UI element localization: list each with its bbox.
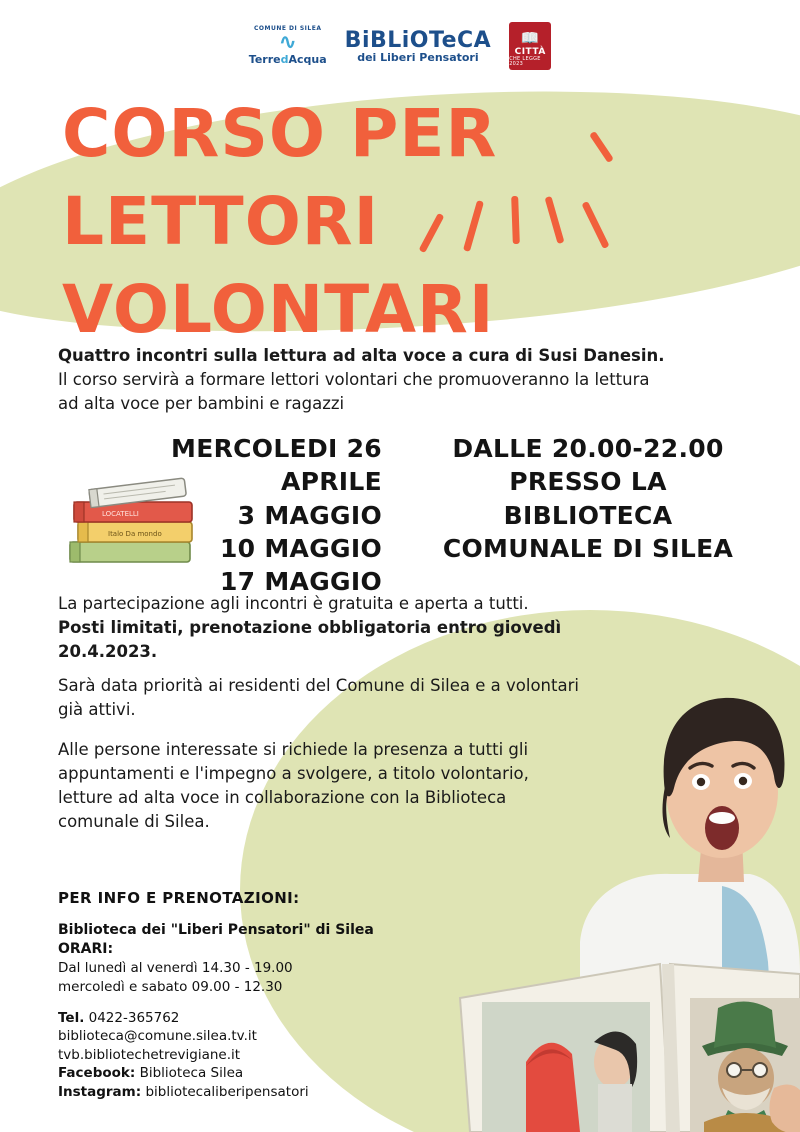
schedule-place-3: COMUNALE DI SILEA: [442, 533, 734, 563]
contact-hours-label: ORARI:: [58, 941, 114, 957]
paragraph-participation-line-1: La partecipazione agli incontri è gratuita e aperta a tutti.: [58, 594, 529, 613]
schedule-date-2: 10 MAGGIO: [219, 533, 382, 563]
contact-instagram-row[interactable]: [58, 1083, 374, 1102]
book-stack-illustration: [66, 470, 202, 570]
logo-citta-title: CITTÀ: [514, 47, 546, 57]
spacer: [58, 997, 374, 1009]
schedule-date-0: MERCOLEDI 26 APRILE: [171, 434, 382, 497]
schedule-place-2: BIBLIOTECA: [503, 500, 673, 530]
contact-facebook-label: Facebook:: [58, 1065, 136, 1082]
logo-citta-che-legge: [509, 22, 551, 70]
intro-line-2: Il corso servirà a formare lettori volontari che promuoveranno la lettura: [58, 369, 650, 389]
page-title-line2: LETTORI: [62, 182, 380, 260]
contact-instagram-value: bibliotecaliberipensatori: [145, 1084, 309, 1101]
intro-line-3: ad alta voce per bambini e ragazzi: [58, 393, 345, 413]
paragraph-commitment-line-3: letture ad alta voce in collaborazione con la Biblioteca: [58, 787, 507, 807]
logo-comune-name: [249, 54, 327, 66]
contact-phone-label: Tel.: [58, 1009, 85, 1026]
contact-website[interactable]: tvb.bibliotechetrevigiane.it: [58, 1046, 241, 1063]
paragraph-commitment-line-4: comunale di Silea.: [58, 811, 210, 831]
page-title-line3: VOLONTARI: [62, 270, 495, 348]
paragraph-commitment-line-2: appuntamenti e l'impegno a svolgere, a titolo volontario,: [58, 763, 529, 783]
contact-hours-weekend: mercoledì e sabato 09.00 - 12.30: [58, 978, 283, 995]
svg-text:LOCATELLI: LOCATELLI: [102, 510, 139, 518]
page-title: [62, 90, 497, 353]
paragraph-commitment-line-1: Alle persone interessate si richiede la presenza a tutti gli: [58, 740, 529, 759]
paragraph-participation-line-3: 20.4.2023.: [58, 641, 158, 661]
contact-facebook-row[interactable]: [58, 1064, 374, 1083]
contact-phone-value: 0422-365762: [88, 1009, 180, 1026]
schedule-place-0: DALLE 20.00-22.00: [452, 434, 724, 463]
schedule-place: [418, 432, 758, 565]
logo-comune-name-a: Terre: [248, 53, 281, 67]
contact-info-title: PER INFO E PRENOTAZIONI:: [58, 889, 300, 907]
schedule-date-3: 17 MAGGIO: [219, 567, 382, 596]
logo-biblioteca-line1: BiBLiOTeCA: [344, 27, 492, 53]
logo-bar: [0, 22, 800, 70]
logo-biblioteca: [344, 27, 492, 64]
intro-text: [58, 344, 748, 416]
contact-facebook-value: Biblioteca Silea: [139, 1065, 244, 1082]
contact-info: [58, 888, 374, 1102]
paragraph-priority-line-1: Sarà data priorità ai residenti del Comune di Silea e a volontari: [58, 676, 579, 695]
page-title-line1: CORSO PER: [62, 95, 498, 172]
paragraph-participation-line-2: Posti limitati, prenotazione obbligatoria entro giovedì: [58, 617, 562, 637]
logo-comune-name-b: d: [280, 53, 289, 67]
logo-citta-subtitle: CHE LEGGE 2023: [509, 56, 541, 67]
wave-icon: ∿: [278, 30, 297, 56]
contact-hours-weekdays: Dal lunedì al venerdì 14.30 - 19.00: [58, 960, 293, 977]
contact-phone-row: [58, 1009, 374, 1028]
intro-line-1: Quattro incontri sulla lettura ad alta voce a cura di Susi Danesin.: [58, 346, 665, 365]
contact-email[interactable]: biblioteca@comune.silea.tv.it: [58, 1028, 257, 1045]
logo-comune-top-text: COMUNE DI SILEA: [253, 25, 322, 33]
photo-woman-with-book: [330, 642, 800, 1132]
logo-biblioteca-line2: dei Liberi Pensatori: [357, 50, 479, 64]
logo-comune-name-c: Acqua: [288, 53, 327, 67]
svg-text:Italo Da mondo: Italo Da mondo: [108, 530, 162, 538]
schedule-place-1: PRESSO LA: [509, 467, 667, 497]
open-book-icon: 📖: [520, 29, 540, 47]
contact-library-name: Biblioteca dei "Liberi Pensatori" di Silea: [58, 921, 374, 938]
logo-comune-silea: [249, 26, 327, 66]
contact-instagram-label: Instagram:: [58, 1084, 142, 1101]
paragraph-priority-line-2: già attivi.: [58, 699, 136, 719]
schedule-date-1: 3 MAGGIO: [237, 500, 382, 530]
